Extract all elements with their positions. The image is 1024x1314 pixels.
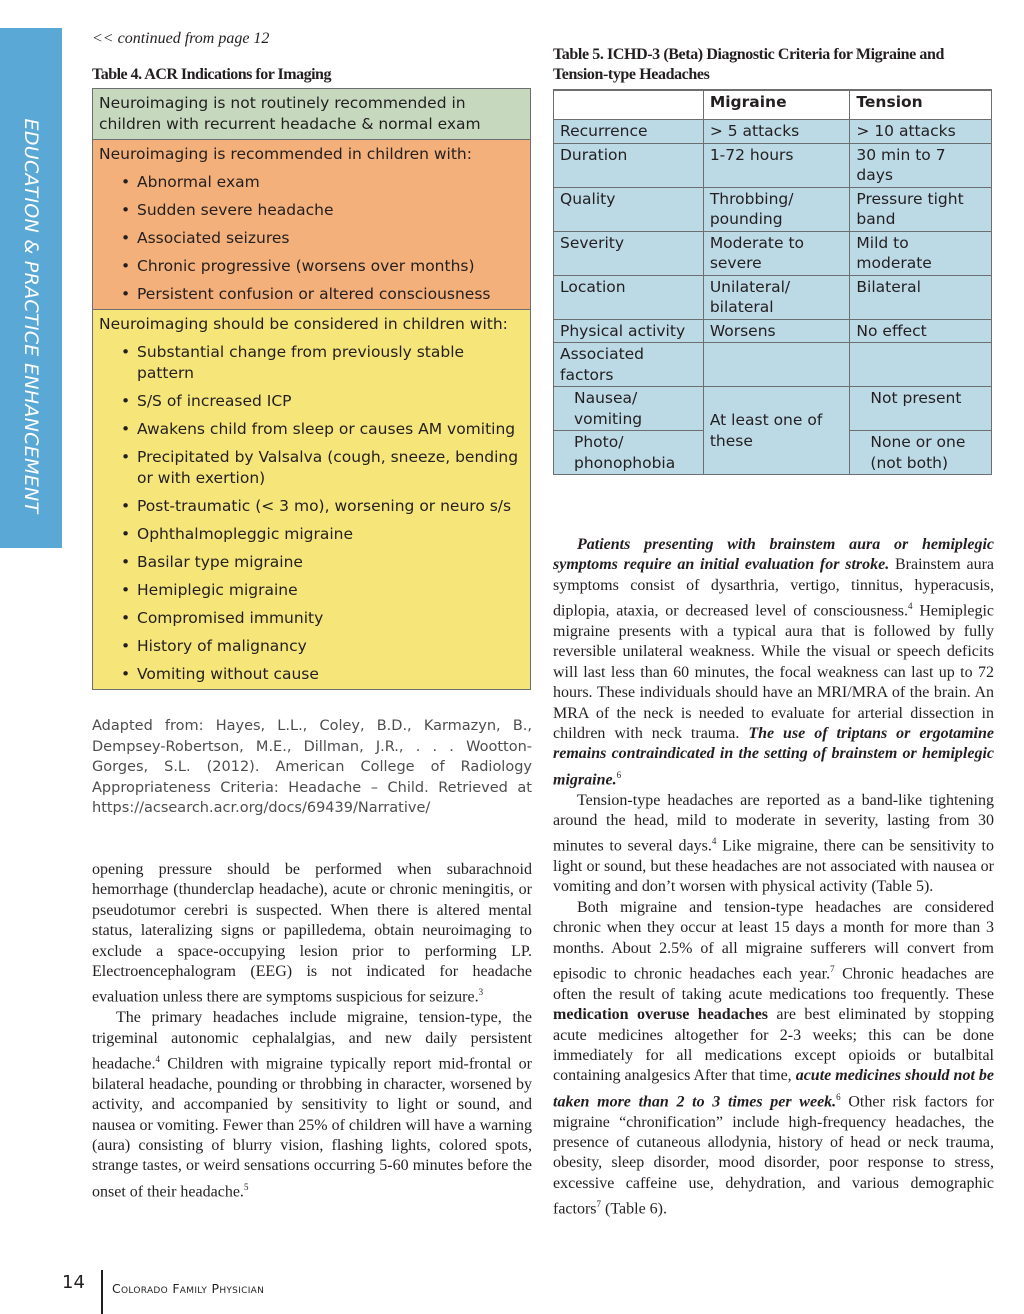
list-item: • Vomiting without cause bbox=[99, 664, 524, 685]
continued-note: << continued from page 12 bbox=[92, 30, 270, 47]
paragraph: Both migraine and tension-type headaches are considered chronic when they occur at least 15 days a month for more than 3 months. About 2.5% of all migraine sufferers will convert from episodic to chronic headaches each year.$^7$ Chronic headaches are often the result of taking acute medications too frequently. These medication overuse headaches are best eliminated by stopping acute medicines altogether for 2-3 weeks; this can be done immediately for all medications except opioids or butalbital containing analgesics After that time, acute medicines should not be taken more than 2 to 3 times per week.$^6$ Other risk factors for migraine “chronification” include high-frequency headaches, the presence of cutaneous allodynia, history of head or neck trauma, obesity, sleep disorder, mood disorder, poor response to stress, excessive caffeine use, dehydration, and various demographic factors$^7$ (Table 6). bbox=[553, 898, 995, 1218]
list-item: • Persistent confusion or altered consciousness bbox=[99, 284, 524, 305]
paragraph: The primary headaches include migraine, tension-type, the trigeminal autonomic cephalalgias, and new daily persistent headache.$^4$ Children with migraine typically report mid-frontal or bilateral headache, pounding or throbbing in character, worsened by activity, and accompanied by sensitivity to light or sound, and nausea or vomiting. Fewer than 25% of children will have a warning (aura) consisting of blurry vision, flashing lights, colored spots, strange tastes, or weird sensations occurring 5-60 minutes before the onset of their headache.$^5$ bbox=[92, 1009, 532, 1201]
list-item: • Hemiplegic migraine bbox=[99, 580, 524, 601]
list-item: • Associated seizures bbox=[99, 228, 524, 249]
column-header: Migraine bbox=[703, 90, 850, 120]
table-cell: Bilateral bbox=[850, 275, 992, 319]
table-cell: Nausea/ vomiting bbox=[554, 387, 704, 431]
table-cell bbox=[850, 343, 992, 387]
table-header-row bbox=[554, 90, 992, 120]
list-item: • Abnormal exam bbox=[99, 172, 524, 193]
table-cell: > 10 attacks bbox=[850, 120, 992, 144]
table-row bbox=[554, 319, 992, 343]
page-number: 14 bbox=[62, 1272, 85, 1293]
column-header bbox=[554, 90, 704, 120]
recommended-list bbox=[99, 172, 524, 305]
table-cell: > 5 attacks bbox=[703, 120, 850, 144]
table-cell: 30 min to 7 days bbox=[850, 143, 992, 187]
table4-acr-indications bbox=[92, 88, 531, 690]
list-item: • Basilar type migraine bbox=[99, 552, 524, 573]
list-item: • Ophthalmopleggic migraine bbox=[99, 524, 524, 545]
section-sidebar-tab bbox=[0, 28, 62, 548]
list-item: • Sudden severe headache bbox=[99, 200, 524, 221]
considered-section bbox=[93, 310, 530, 689]
table-cell: No effect bbox=[850, 319, 992, 343]
left-column-text bbox=[92, 860, 532, 1202]
table-cell: Pressure tight band bbox=[850, 187, 992, 231]
table-cell: Unilateral/ bilateral bbox=[703, 275, 850, 319]
paragraph: opening pressure should be performed when subarachnoid hemorrhage (thunderclap headache), acute or chronic meningitis, or pseudotumor cerebri is suspected. When there is altered mental status, lateralizing signs or papilledema, obtain neuroimaging to exclude a space-occupying lesion prior to performing LP. Electroencephalogram (EEG) is not indicated for headache evaluation unless there are symptoms suspicious for seizure.$^3$ bbox=[92, 861, 532, 1006]
list-item: • History of malignancy bbox=[99, 636, 524, 657]
right-column-text bbox=[553, 535, 994, 1220]
table-cell: Moderate to severe bbox=[703, 231, 850, 275]
table-cell: Mild to moderate bbox=[850, 231, 992, 275]
table-cell: Worsens bbox=[703, 319, 850, 343]
table-cell: Not present bbox=[850, 387, 992, 431]
list-item: • Precipitated by Valsalva (cough, sneeze, bending or with exertion) bbox=[99, 447, 524, 489]
recommended-section bbox=[93, 140, 530, 310]
table-row bbox=[554, 120, 992, 144]
recommended-heading: Neuroimaging is recommended in children with: bbox=[99, 145, 472, 163]
paragraph: Tension-type headaches are reported as a band-like tightening around the head, mild to moderate in severity, lasting from 30 minutes to several days.$^4$ Like migraine, there can be sensitivity to light or sound, but these headaches are not associated with nausea or vomiting and don’t worsen with physical activity (Table 5). bbox=[553, 791, 994, 896]
list-item: • Chronic progressive (worsens over months) bbox=[99, 256, 524, 277]
list-item: • Substantial change from previously stable pattern bbox=[99, 342, 524, 384]
table-row bbox=[554, 275, 992, 319]
table-cell: Physical activity bbox=[554, 319, 704, 343]
table-cell: Severity bbox=[554, 231, 704, 275]
table-row bbox=[554, 143, 992, 187]
table4-title: Table 4. ACR Indications for Imaging bbox=[92, 66, 331, 83]
table-cell: At least one of these bbox=[703, 387, 850, 475]
table4-caption: Adapted from: Hayes, L.L., Coley, B.D., Karmazyn, B., Dempsey-Robertson, M.E., Dillman, J.R., . . . Wootton-Gorges, S.L. (2012). American College of Radiology Appropriateness Criteria: Headache – Child. Retrieved at https://acsearch.acr.org/docs/69439/Narrative/ bbox=[92, 718, 532, 816]
section-label: EDUCATION & PRACTICE ENHANCEMENT bbox=[20, 118, 42, 514]
considered-heading: Neuroimaging should be considered in children with: bbox=[99, 315, 508, 333]
table-row bbox=[554, 387, 992, 431]
table-cell: None or one (not both) bbox=[850, 431, 992, 475]
list-item: • Post-traumatic (< 3 mo), worsening or neuro s/s bbox=[99, 496, 524, 517]
publication-name: Colorado Family Physician bbox=[112, 1281, 265, 1296]
not-recommended-section: Neuroimaging is not routinely recommended in children with recurrent headache & normal exam bbox=[93, 89, 530, 140]
table-cell: Associated factors bbox=[554, 343, 704, 387]
table-cell: Recurrence bbox=[554, 120, 704, 144]
table-row bbox=[554, 187, 992, 231]
list-item: • Compromised immunity bbox=[99, 608, 524, 629]
table-cell: Throbbing/ pounding bbox=[703, 187, 850, 231]
table-cell: Location bbox=[554, 275, 704, 319]
table-cell bbox=[703, 343, 850, 387]
list-item: • S/S of increased ICP bbox=[99, 391, 524, 412]
table5-title: Table 5. ICHD-3 (Beta) Diagnostic Criteria for Migraine and Tension-type Headaches bbox=[553, 46, 945, 83]
table-cell: Duration bbox=[554, 143, 704, 187]
column-header: Tension bbox=[850, 90, 992, 120]
considered-list bbox=[99, 342, 524, 685]
list-item: • Awakens child from sleep or causes AM vomiting bbox=[99, 419, 524, 440]
table-row bbox=[554, 231, 992, 275]
table-row bbox=[554, 343, 992, 387]
footer-divider bbox=[101, 1270, 103, 1314]
table-cell: 1-72 hours bbox=[703, 143, 850, 187]
table5-criteria bbox=[553, 89, 992, 475]
table-cell: Photo/ phonophobia bbox=[554, 431, 704, 475]
table-cell: Quality bbox=[554, 187, 704, 231]
paragraph: Patients presenting with brainstem aura or hemiplegic symptoms require an initial evaluation for stroke. Brainstem aura symptoms consist of dysarthria, vertigo, tinnitus, hyperacusis, diplopia, ataxia, or decreased level of consciousness.$^4$ Hemiplegic migraine presents with a typical aura that is followed by fully reversible unilateral weakness. While the visual or speech deficits will last less than 60 minutes, the focal weakness can last up to 72 hours. These individuals should have an MRI/MRA of the brain. An MRA of the neck is needed to evaluate for arterial dissection in children with neck trauma. The use of triptans or ergotamine remains contraindicated in the setting of brainstem or hemiplegic migraine.$^6$ bbox=[553, 536, 995, 789]
